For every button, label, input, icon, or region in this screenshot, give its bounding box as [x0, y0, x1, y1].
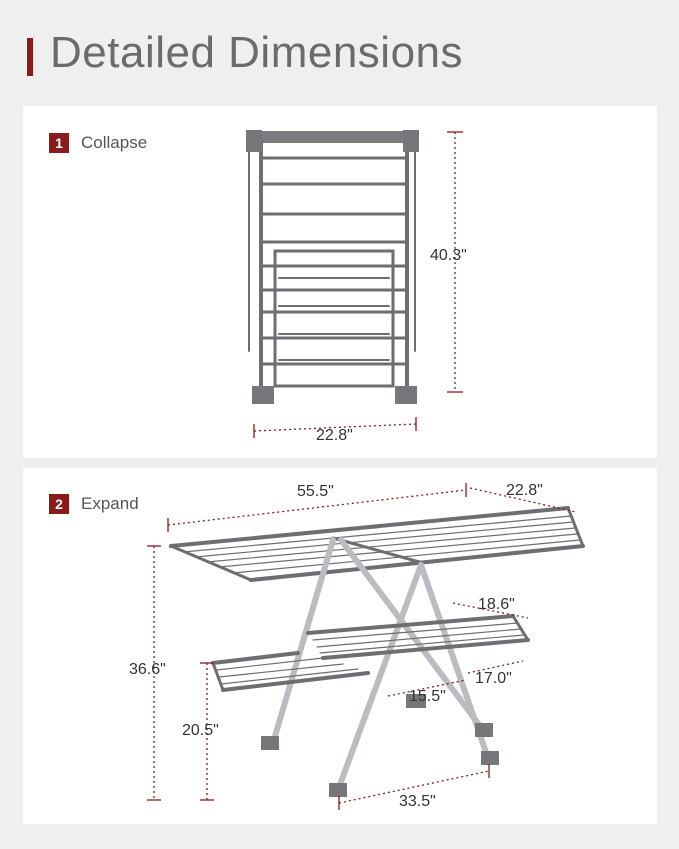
- page-title: Detailed Dimensions: [50, 28, 464, 77]
- expand-length-label: 55.5": [297, 483, 334, 500]
- collapsed-rack-illustration: [23, 106, 657, 458]
- expand-lower-height-label: 20.5": [182, 722, 219, 739]
- expand-height-label: 36.6": [129, 661, 166, 678]
- collapse-step-number: 1: [49, 133, 69, 153]
- expand-step-label: Expand: [81, 494, 139, 513]
- expand-inner-width-label: 15.5": [409, 688, 446, 705]
- collapse-height-label: 40.3": [430, 247, 467, 264]
- expand-wing-depth-label: 18.6": [478, 596, 515, 613]
- collapse-step-label: Collapse: [81, 133, 148, 152]
- expanded-rack-illustration: [23, 468, 657, 824]
- expand-panel: [23, 468, 657, 824]
- collapse-panel: [23, 106, 657, 458]
- expand-base-width-label: 33.5": [399, 793, 436, 810]
- expand-step-number: 2: [49, 494, 69, 514]
- expand-depth-label: 22.8": [506, 482, 543, 499]
- title-accent-bar: [27, 38, 33, 76]
- expand-wing-width-label: 17.0": [475, 670, 512, 687]
- collapse-width-label: 22.8": [316, 427, 353, 444]
